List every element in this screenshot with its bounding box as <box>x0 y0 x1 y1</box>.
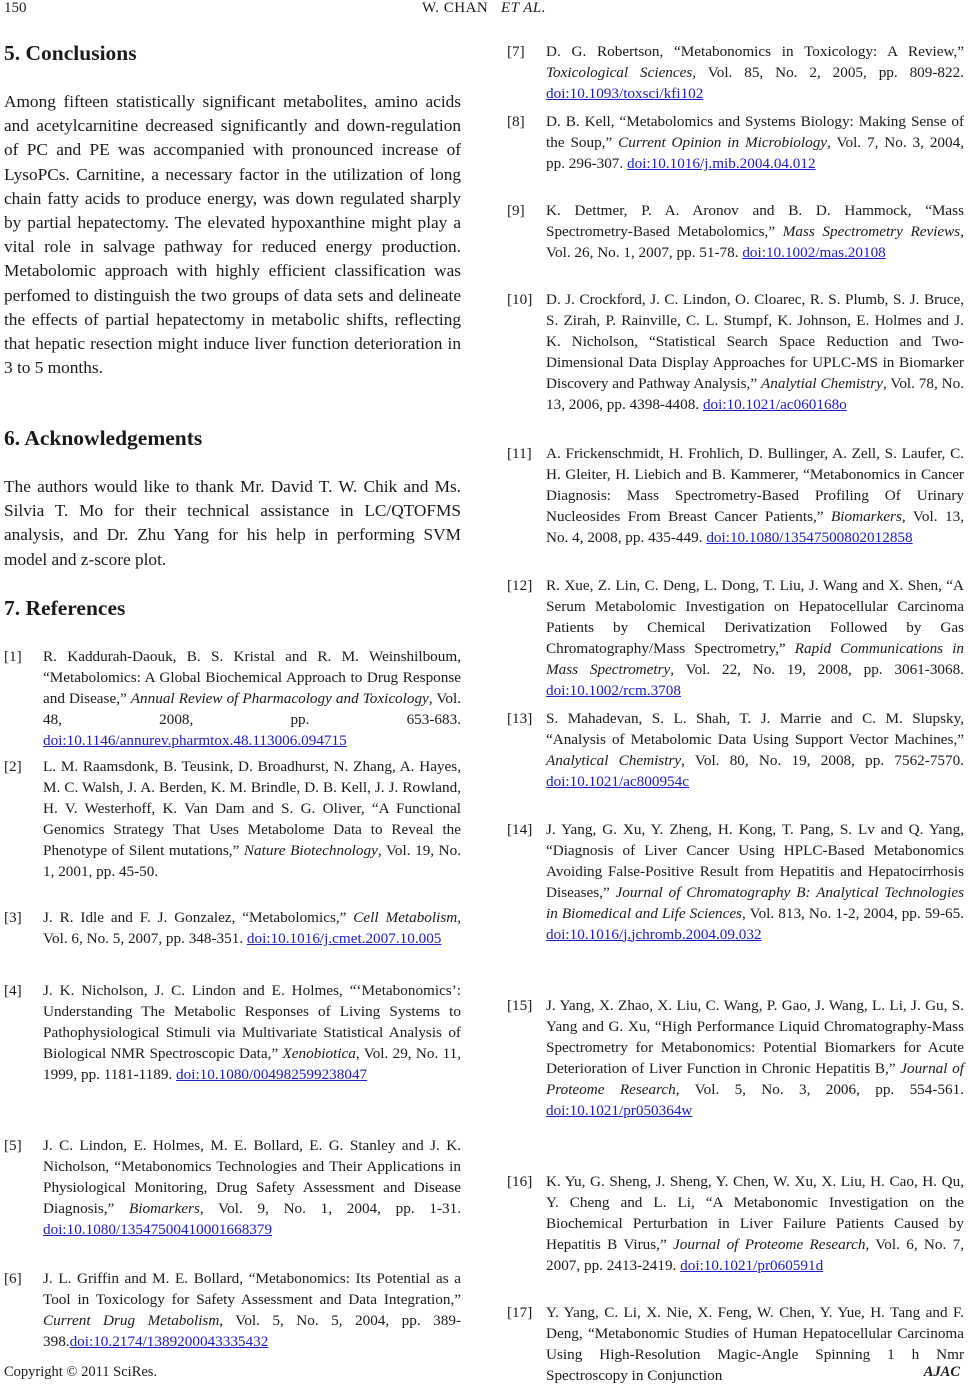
reference-text: A. Frickenschmidt, H. Frohlich, D. Bullinger, A. Zell, S. Laufer, C. H. Gleiter, H. Liebich and B. Kammerer, “Metabonomics in Cancer Diagnosis: Mass Spectrometry-Based Profiling Of Urinary Nucleosides From Breast Cancer Patients,” Biomarkers, Vol. 13, No. 4, 2008, pp. 435-449. doi:10.1080/13547500802012858 <box>546 445 964 546</box>
doi-link[interactable]: doi:10.1002/mas.20108 <box>742 243 886 261</box>
reference-number: [16] <box>507 1173 533 1190</box>
reference-text: D. G. Robertson, “Metabonomics in Toxicology: A Review,” Toxicological Sciences, Vol. 85, No. 2, 2005, pp. 809-822. doi:10.1093/toxsci/kfi102 <box>546 43 964 102</box>
running-head-author: W. CHAN <box>421 0 489 16</box>
doi-link[interactable]: doi:10.1021/pr060591d <box>680 1256 824 1274</box>
reference-text: Y. Yang, C. Li, X. Nie, X. Feng, W. Chen, Y. Yue, H. Tang and F. Deng, “Metabonomic Studies of Human Hepatocellular Carcinoma Using High-Resolution Magic-Angle Spinning 1 h Nmr Spectroscopy in Conjunction <box>546 1304 964 1384</box>
reference-text: K. Yu, G. Sheng, J. Sheng, Y. Chen, W. Xu, X. Liu, H. Cao, H. Qu, Y. Cheng and L. Li, “A Metabonomic Investigation on the Biochemical Perturbation in Liver Failure Patients Caused by Hepatitis B Virus,” Journal of Proteome Research, Vol. 6, No. 7, 2007, pp. 2413-2419. doi:10.1021/pr060591d <box>546 1173 965 1274</box>
doi-link[interactable]: doi:10.1016/j.jchromb.2004.09.032 <box>546 925 762 943</box>
reference-text: J. K. Nicholson, J. C. Lindon and E. Holmes, “‘Metabonomics’: Understanding The Metabolic Responses of Living Systems to Pathophysiological Stimuli via Multivariate Statistical Analysis of Biological NMR Spectroscopic Data,” Xenobiotica, Vol. 29, No. 11, 1999, pp. 1181-1189. doi:10.1080/004982599238047 <box>43 982 461 1083</box>
reference-number: [13] <box>507 710 533 727</box>
reference-text: D. B. Kell, “Metabolomics and Systems Biology: Making Sense of the Soup,” Current Opinion in Microbiology, Vol. 7, No. 3, 2004, pp. 296-307. doi:10.1016/j.mib.2004.04.012 <box>546 113 964 172</box>
reference-text: K. Dettmer, P. A. Aronov and B. D. Hammock, “Mass Spectrometry-Based Metabolomics,” Mass Spectrometry Reviews, Vol. 26, No. 1, 2007, pp. 51-78. doi:10.1002/mas.20108 <box>546 202 965 261</box>
reference-text: J. Yang, G. Xu, Y. Zheng, H. Kong, T. Pang, S. Lv and Q. Yang, “Diagnosis of Liver Cancer Using HPLC-Based Metabonomics Avoiding False-Positive Result from Hepatitis and Hepatocirrhosis Diseases,” Journal of Chromatography B: Analytical Technologies in Biomedical and Life Sciences, Vol. 813, No. 1-2, 2004, pp. 59-65. doi:10.1016/j.jchromb.2004.09.032 <box>546 821 964 943</box>
reference-journal: Nature Biotechnology <box>243 841 378 859</box>
journal-abbreviation: AJAC <box>923 1364 960 1380</box>
reference-journal: Cell Metabolism <box>353 909 458 926</box>
reference-text: D. J. Crockford, J. C. Lindon, O. Cloarec, R. S. Plumb, S. J. Bruce, S. Zirah, P. Rainville, C. L. Stumpf, K. Johnson, E. Holmes and J. K. Nicholson, “Statistical Search Space Reduction and Two-Dimensional Data Display Approaches for UPLC-MS in Biomarker Discovery and Pathway Analysis,” Analytial Chemistry, Vol. 78, No. 13, 2006, pp. 4398-4408. doi:10.1021/ac060168o <box>546 291 964 413</box>
reference-number: [6] <box>4 1270 22 1287</box>
reference-number: [5] <box>4 1137 22 1154</box>
reference-text: J. R. Idle and F. J. Gonzalez, “Metabolomics,” Cell Metabolism, Vol. 6, No. 5, 2007, pp. 348-351. doi:10.1016/j.cmet.2007.10.005 <box>43 909 461 947</box>
reference-number: [17] <box>507 1304 533 1321</box>
reference-journal: Analytial Chemistry <box>760 374 883 392</box>
doi-link[interactable]: doi:10.1016/j.mib.2004.04.012 <box>627 154 816 172</box>
doi-link[interactable]: doi:10.1080/13547500410001668379 <box>43 1220 273 1238</box>
reference-journal: Biomarkers <box>129 1199 200 1217</box>
reference-journal: Journal of Proteome Research <box>546 1059 964 1098</box>
doi-link[interactable]: doi:10.1016/j.cmet.2007.10.005 <box>246 929 442 947</box>
acknowledgements-text: The authors would like to thank Mr. David T. W. Chik and Ms. Silvia T. Mo for their technical assistance in LC/QTOFMS analysis, and Dr. Zhu Yang for his help in performing SVM model and z-score plot. <box>4 477 461 569</box>
doi-link[interactable]: doi:10.1021/ac060168o <box>702 395 847 413</box>
doi-link[interactable]: doi:10.1146/annurev.pharmtox.48.113006.094715 <box>43 731 347 749</box>
doi-link[interactable]: doi:10.1080/004982599238047 <box>176 1065 368 1083</box>
reference-number: [15] <box>507 997 533 1014</box>
doi-link[interactable]: doi:10.1080/13547500802012858 <box>706 528 913 546</box>
reference-number: [1] <box>4 648 22 665</box>
reference-number: [8] <box>507 113 525 130</box>
reference-number: [14] <box>507 821 533 838</box>
doi-link[interactable]: doi:10.2174/1389200043335432 <box>69 1332 269 1350</box>
reference-journal: Current Opinion in Microbiology <box>618 133 828 151</box>
reference-number: [11] <box>507 445 532 462</box>
reference-number: [10] <box>507 291 533 308</box>
reference-text: J. C. Lindon, E. Holmes, M. E. Bollard, E. G. Stanley and J. K. Nicholson, “Metabonomics Technologies and Their Applications in Physiological Monitoring, Drug Safety Assessment and Disease Diagnosis,” Biomarkers, Vol. 9, No. 1, 2004, pp. 1-31. doi:10.1080/13547500410001668379 <box>43 1137 461 1238</box>
reference-text: J. Yang, X. Zhao, X. Liu, C. Wang, P. Gao, J. Wang, L. Li, J. Gu, S. Yang and G. Xu, “High Performance Liquid Chromatography-Mass Spectrometry for Metabonomics: Potential Biomarkers for Acute Deterioration of Liver Function in Chronic Hepatitis B,” Journal of Proteome Research, Vol. 5, No. 3, 2006, pp. 554-561. doi:10.1021/pr050364w <box>546 997 964 1119</box>
reference-journal: Annual Review of Pharmacology and Toxicology <box>130 689 429 707</box>
reference-number: [2] <box>4 758 22 775</box>
reference-number: [7] <box>507 43 525 60</box>
reference-text: J. L. Griffin and M. E. Bollard, “Metabonomics: Its Potential as a Tool in Toxicology for Safety Assessment and Data Integration,” Current Drug Metabolism, Vol. 5, No. 5, 2004, pp. 389-398.doi:10.2174/1389200043335432 <box>43 1270 461 1350</box>
doi-link[interactable]: doi:10.1021/ac800954c <box>546 772 689 790</box>
running-head <box>0 0 968 17</box>
conclusions-text: Among fifteen statistically significant metabolites, amino acids and acetylcarnitine decreased significantly and down-regulation of PC and PE was accompanied with pronounced increase of LysoPCs. Carnitine, a necessary factor in the utilization of long chain fatty acids to produce energy, was down regulated sharply by partial hepatectomy. The elevated hypoxanthine might play a vital role in salvage pathway for reduced energy production. Metabolomic approach with highly efficient classification was perfomed to distinguish the two groups of data sets and delineate the effects of partial hepatectomy in metabolic shifts, reflecting that hepatic resection might induce liver function deterioration in 3 to 5 months. <box>4 92 461 378</box>
reference-text: R. Xue, Z. Lin, C. Deng, L. Dong, T. Liu, J. Wang and X. Shen, “A Serum Metabolomic Investigation on Hepatocellular Carcinoma Patients by Chemical Derivatization Followed by Gas Chromatography/Mass Spectrometry,” Rapid Communications in Mass Spectrometry, Vol. 22, No. 19, 2008, pp. 3061-3068. doi:10.1002/rcm.3708 <box>546 577 965 699</box>
doi-link[interactable]: doi:10.1002/rcm.3708 <box>546 681 681 699</box>
doi-link[interactable]: doi:10.1021/pr050364w <box>546 1101 693 1119</box>
reference-text: S. Mahadevan, S. L. Shah, T. J. Marrie and C. M. Slupsky, “Analysis of Metabolomic Data Using Support Vector Machines,” Analytical Chemistry, Vol. 80, No. 19, 2008, pp. 7562-7570. doi:10.1021/ac800954c <box>546 710 964 790</box>
copyright-notice: Copyright © 2011 SciRes. <box>4 1364 158 1380</box>
reference-journal: Journal of Chromatography B: Analytical Technologies in Biomedical and Life Sciences <box>546 883 964 922</box>
acknowledgements-heading: 6. Acknowledgements <box>4 426 203 450</box>
reference-journal: Rapid Communications in Mass Spectrometry <box>546 639 965 678</box>
reference-number: [3] <box>4 909 22 926</box>
page-number: 150 <box>4 0 27 16</box>
reference-journal: Analytical Chemistry <box>546 751 682 769</box>
reference-journal: Biomarkers <box>831 507 902 525</box>
reference-journal: Journal of Proteome Research <box>673 1235 866 1253</box>
conclusions-heading: 5. Conclusions <box>4 41 137 65</box>
reference-journal: Mass Spectrometry Reviews <box>782 222 961 240</box>
reference-number: [12] <box>507 577 533 594</box>
reference-text: L. M. Raamsdonk, B. Teusink, D. Broadhurst, N. Zhang, A. Hayes, M. C. Walsh, J. A. Berden, K. M. Brindle, D. B. Kell, J. J. Rowland, H. V. Westerhoff, K. Van Dam and S. G. Oliver, “A Functional Genomics Strategy That Uses Metabolome Data to Reveal the Phenotype of Silent mutations,” Nature Biotechnology, Vol. 19, No. 1, 2001, pp. 45-50. <box>43 758 461 880</box>
references-heading: 7. References <box>4 596 126 620</box>
reference-number: [4] <box>4 982 22 999</box>
reference-journal: Toxicological Sciences <box>546 63 693 81</box>
reference-journal: Current Drug Metabolism <box>43 1311 220 1329</box>
reference-journal: Xenobiotica <box>282 1044 356 1062</box>
reference-text: R. Kaddurah-Daouk, B. S. Kristal and R. M. Weinshilboum, “Metabolomics: A Global Biochemical Approach to Drug Response and Disease,” Annual Review of Pharmacology and Toxicology, Vol. 48, 2008, pp. 653-683. doi:10.1146/annurev.pharmtox.48.113006.094715 <box>43 648 461 749</box>
running-head-etal: ET AL. <box>501 0 546 16</box>
reference-number: [9] <box>507 202 525 219</box>
doi-link[interactable]: doi:10.1093/toxsci/kfi102 <box>546 84 704 102</box>
